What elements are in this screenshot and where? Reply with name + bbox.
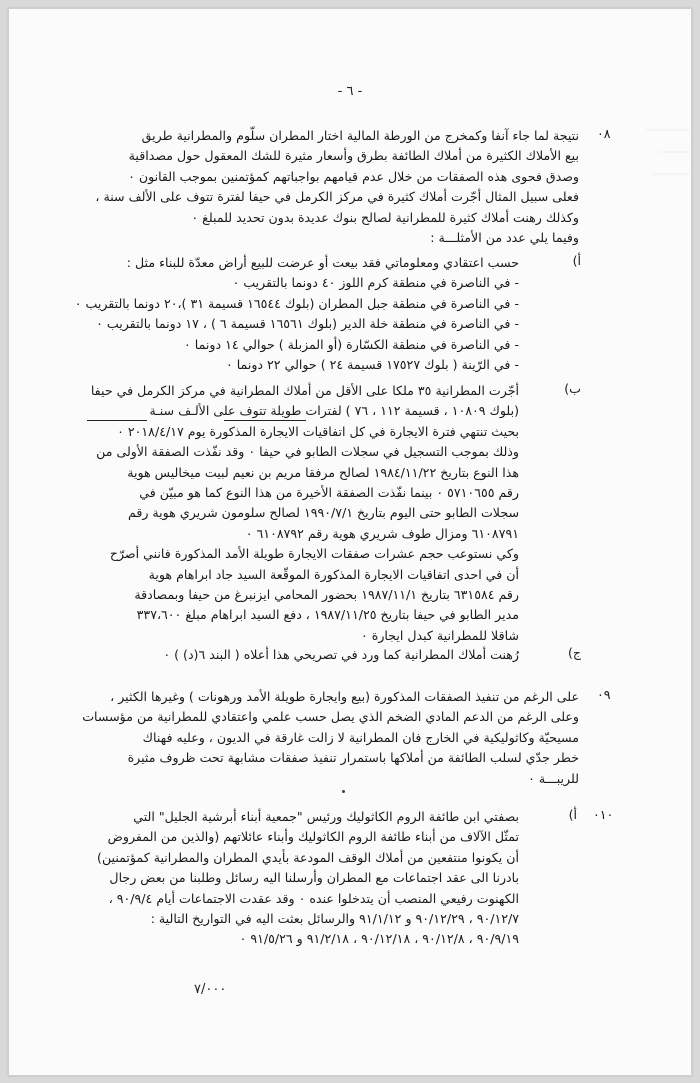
text-line: مسيحيّة وكاثوليكية في الخارج فان المطرانية لا زالت غارقة في الديون ، وعليه فهناك (142, 729, 579, 745)
item-c-marker: ج) (567, 645, 581, 660)
item-b-marker: ب) (564, 381, 581, 396)
text-line: أجّرت المطرانية ٣٥ ملكا على الأقل من أملاك المطرانية في مركز الكرمل في حيفا (90, 383, 519, 398)
text-line: وذلك بموجب التسجيل في سجلات الطابو في حيفا ٠ وقد نفّذت الصفقة الأولى من (96, 444, 519, 460)
text-line: بادرنا الى عقد اجتماعات مع المطران وأرسلنا اليه رسائل وطلبنا من بعض رجال (109, 870, 519, 886)
text-line: حسب اعتقادي ومعلوماتي فقد بيعت أو عرضت للبيع أراض معدّة للبناء مثل : (126, 255, 519, 270)
text-line: (بلوك ١٠٨٠٩ ، قسيمة ١١٢ ، ٧٦ ) لفترات طويلة تتوف على الألـف سنـة (149, 403, 519, 419)
text-line: وكي نستوعب حجم عشرات صفقات الايجارة طويلة الأمد المذكورة فانني أصرّح (109, 546, 519, 562)
text-line: وكذلك رهنت أملاك كثيرة للمطرانية لصالح بنوك عديدة بدون تحديد للمبلغ ٠ (191, 209, 579, 225)
underline-mark (87, 420, 147, 421)
text-line: بصفتي ابن طائفة الروم الكاثوليك ورئيس "جمعية أبناء أبرشية الجليل" التي (133, 809, 519, 824)
list-item: - في الناصرة في منطقة خلة الدير (بلوك ١٦٥٦١ قسيمة ٦ ) ، ١٧ دونما بالتقريب ٠ (96, 316, 519, 332)
text-line: وصدق فحوى هذه الصفقات من خلال عدم قيامهم بواجباتهم كمؤتمنين بموجب القانون ٠ (128, 168, 579, 184)
text-line: وفيما يلي عدد من الأمثلـــة : (430, 229, 579, 245)
text-line: تمثّل الآلاف من أبناء طائفة الروم الكاثوليك وأبناء عائلاتهم (والذين من المفروض (107, 829, 519, 845)
show-through-text: ────── ──── ───── (645, 123, 689, 181)
paragraph-number-09: ٠٩ (597, 687, 611, 702)
text-line: مدير الطابو في حيفا بتاريخ ١٩٨٧/١١/٢٥ ، دفع السيد ابراهام مبلغ ٣٣٧،٦٠٠ (136, 607, 519, 623)
text-line: فعلى سبيل المثال أجّرت أملاك كثيرة في مركز الكرمل في حيفا لفترة تتوف على الألف سنة ، (95, 189, 579, 205)
text-line: ٦١٠٨٧٩١ ومزال طوف شريري هوية رقم ٦١٠٨٧٩٢ ٠ (245, 525, 519, 541)
text-line: خطر جدّي لسلب الطائفة من أملاكها باستمرار تنفيذ صفقات مشابهة تحت ظروف مثيرة (127, 750, 579, 766)
paragraph-number-08: ٠٨ (597, 126, 611, 141)
item-a (74, 253, 519, 375)
item-a-marker: أ) (572, 253, 581, 268)
text-line: شاقلا للمطرانية كبدل ايجارة ٠ (360, 627, 519, 643)
text-line: رقم ٥٧١٠٦٥٥ ٠ بينما نفّذت الصفقة الأخيرة من هذا النوع كما هو مبيّن في (139, 484, 519, 500)
list-item: - في الناصرة في منطقة الكسّارة (أو المزبلة ) حوالي ١٤ دونما ٠ (183, 336, 519, 352)
page-number: - ٦ - (337, 84, 363, 99)
separator-dot (342, 790, 345, 793)
text-line: رقم ٦٣١٥٨٤ بتاريخ ١٩٨٧/١١/١ بحضور المحامي ايزنبرغ من حيفا وبمصادقة (134, 586, 519, 602)
text-line: سجلات الطابو حتى اليوم بتاريخ ١٩٩٠/٧/١ لصالح سلومون شريري هوية رقم (127, 505, 519, 521)
text-line: ٩٠/٩/١٩ ، ٩٠/١٢/٨ ، ٩٠/١٢/١٨ ، ٩١/٢/١٨ و ٩١/٥/٢٦ ٠ (239, 931, 519, 947)
text-line: أن يكونوا منتفعين من أملاك الوقف المودعة بأيدي المطران والمطرانية كمؤتمنين) (97, 849, 519, 865)
text-line: أن في احدى اتفاقيات الايجارة المذكورة الموقّعة السيد جاد ابراهام هوية (148, 566, 519, 582)
text-line: هذا النوع بتاريخ ١٩٨٤/١١/٢٢ لصالح مرفقا مريم بن نعيم لبيت ميخاليس هوية (127, 464, 519, 480)
text-line: رُهنت أملاك المطرانية كما ورد في تصريحي هذا أعلاه ( البند ٦(د) ) ٠ (163, 647, 519, 662)
text-line: الكهنوت رفيعي المنصب أن يتدخلوا عنده ٠ وقد عقدت الاجتماعات أيام ٩٠/٩/٤ ، (108, 890, 519, 906)
continuation-marker: ٧/٠٠٠ (194, 982, 227, 997)
paragraph-08 (87, 126, 579, 248)
text-line: وعلى الرغم من الدعم المادي الضخم الذي يصل حسب علمي واعتقادي للمطرانية من مؤسسات (82, 709, 579, 725)
list-item: - في الناصرة في منطقة جبل المطران (بلوك ١٦٥٤٤ قسيمة ٣١ )،٢٠ دونما بالتقريب ٠ (74, 295, 519, 311)
list-item: - في الناصرة في منطقة كرم اللوز ٤٠ دونما بالتقريب ٠ (232, 275, 519, 291)
paragraph-09 (82, 687, 579, 789)
paragraph-number-10: ٠١٠ (593, 807, 614, 822)
text-line: بيع الأملاك الكثيرة من أملاك الطائفة بطرق وأسعار مثيرة للشك المعقول حول مصداقية (128, 148, 579, 164)
text-line: نتيجة لما جاء آنفا وكمخرج من الورطة المالية اختار المطران سلّوم والمطرانية طريق (141, 128, 579, 143)
paragraph-10 (87, 807, 519, 950)
text-line: بحيث تنتهي فترة الايجارة في كل اتفاقيات الايجارة المذكورة يوم ٢٠١٨/٤/١٧ ٠ (117, 423, 519, 439)
text-line: ٩٠/١٢/٧ ، ٩٠/١٢/٢٩ و ٩١/١/١٢ والرسائل بعثت اليه في التواريخ التالية : (150, 910, 519, 926)
list-item: - في الرّينة ( بلوك ١٧٥٢٧ قسيمة ٢٤ ) حوالي ٢٢ دونما ٠ (225, 356, 519, 372)
text-line: على الرغم من تنفيذ الصفقات المذكورة (بيع وايجارة طويلة الأمد ورهونات ) وغيرها الكثير ، (110, 689, 579, 704)
item-10a-marker: أ) (568, 807, 577, 822)
text-line: للريبـــة ٠ (528, 770, 579, 786)
item-c (87, 645, 519, 665)
underline-mark (224, 420, 306, 421)
document-page (8, 8, 692, 1076)
